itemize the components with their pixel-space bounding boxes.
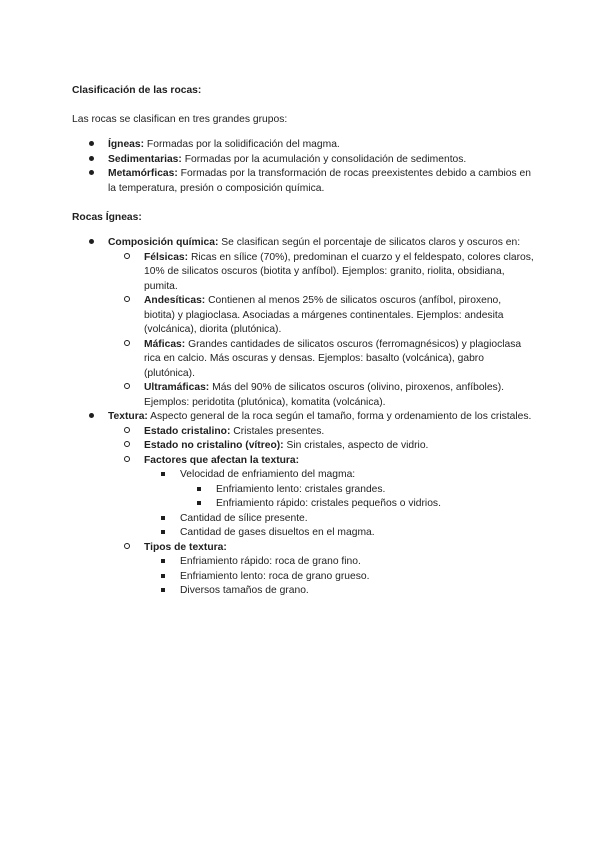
bullet-square-icon	[194, 497, 204, 512]
list-item	[144, 570, 534, 585]
item-term: Félsicas:	[144, 251, 189, 263]
item-text: Ricas en sílice (70%), predominan el cuarzo y el feldespato, colores claros, 10% de silicatos oscuros (biotita y anfíbol). Ejemplos: granito, riolita, obsidiana, pumita.	[144, 251, 534, 292]
composition-types-list	[108, 251, 534, 411]
list-item	[180, 483, 534, 498]
texture-list	[108, 425, 534, 599]
bullet-dot-icon	[86, 236, 96, 251]
section-heading: Rocas Ígneas:	[72, 211, 142, 223]
list-item	[108, 338, 534, 382]
bullet-dot-icon	[86, 138, 96, 153]
factors-list	[144, 468, 534, 541]
cooling-list	[180, 483, 534, 512]
item-term: Ultramáficas:	[144, 382, 210, 393]
list-item	[144, 584, 534, 599]
item-text: Sin cristales, aspecto de vidrio.	[283, 440, 429, 451]
list-item	[72, 153, 534, 168]
bullet-circle-icon	[122, 338, 132, 353]
list-item	[72, 138, 534, 153]
item-text: Cantidad de gases disueltos en el magma.	[180, 527, 375, 538]
item-text: Enfriamiento lento: roca de grano grueso.	[180, 570, 370, 582]
item-text: Cristales presentes.	[230, 425, 325, 437]
item-term: Textura:	[108, 411, 148, 422]
bullet-square-icon	[158, 526, 168, 541]
list-item	[144, 555, 534, 570]
item-term: Tipos de textura:	[144, 541, 227, 553]
bullet-square-icon	[158, 512, 168, 527]
bullet-circle-icon	[122, 541, 132, 556]
item-text: Contienen al menos 25% de silicatos oscuros (anfíbol, piroxeno, biotita) y plagioclasa. Asociadas a márgenes continentales. Ejemplos: andesita (volcánica), diorita (plutónica).	[144, 295, 504, 335]
bullet-circle-icon	[122, 439, 132, 454]
item-term: Estado cristalino:	[144, 425, 231, 437]
item-text: Velocidad de enfriamiento del magma:	[180, 469, 356, 480]
bullet-circle-icon	[122, 454, 132, 469]
item-text: Enfriamiento lento: cristales grandes.	[216, 483, 386, 495]
rock-groups-list	[72, 138, 534, 196]
item-text: Formadas por la acumulación y consolidación de sedimentos.	[181, 153, 467, 165]
list-item	[72, 167, 534, 196]
list-item	[108, 381, 534, 410]
item-text: Diversos tamaños de grano.	[180, 585, 309, 596]
list-item	[72, 410, 534, 599]
bullet-square-icon	[158, 570, 168, 585]
item-term: Metamórficas:	[108, 168, 178, 179]
item-term: Máficas:	[144, 338, 186, 350]
item-text: Se clasifican según el porcentaje de silicatos claros y oscuros en:	[218, 237, 521, 248]
bullet-circle-icon	[122, 425, 132, 440]
item-text: Enfriamiento rápido: cristales pequeños o vidrios.	[216, 498, 441, 509]
item-term: Estado no cristalino (vítreo):	[144, 440, 284, 451]
item-text: Enfriamiento rápido: roca de grano fino.	[180, 556, 361, 567]
igneous-list	[72, 236, 534, 599]
item-term: Ígneas:	[108, 139, 145, 150]
bullet-square-icon	[158, 584, 168, 599]
item-term: Sedimentarias:	[108, 153, 182, 165]
bullet-circle-icon	[122, 251, 132, 266]
item-text: Cantidad de sílice presente.	[180, 512, 308, 524]
list-item	[180, 497, 534, 512]
item-term: Andesíticas:	[144, 295, 206, 306]
item-text: Formadas por la solidificación del magma.	[144, 139, 340, 150]
texture-types-list	[144, 555, 534, 599]
item-text: Grandes cantidades de silicatos oscuros (ferromagnésicos) y plagioclasa rica en calcio. Más oscuras y densas. Ejemplos: basalto (volcánica), gabro (plutónica).	[144, 338, 522, 379]
list-item	[108, 251, 534, 295]
item-text: Aspecto general de la roca según el tamaño, forma y ordenamiento de los cristales.	[147, 411, 532, 422]
bullet-square-icon	[194, 483, 204, 498]
bullet-circle-icon	[122, 381, 132, 396]
list-item	[108, 294, 534, 338]
item-text: Más del 90% de silicatos oscuros (olivino, piroxenos, anfíboles). Ejemplos: peridotita (plutónica), komatita (volcánica).	[144, 382, 504, 408]
item-text: Formadas por la transformación de rocas preexistentes debido a cambios en la temperatura, presión o composición química.	[108, 168, 531, 194]
list-item	[144, 526, 534, 541]
list-item	[108, 541, 534, 599]
intro-paragraph: Las rocas se clasifican en tres grandes grupos:	[72, 114, 288, 125]
bullet-dot-icon	[86, 410, 96, 425]
document-page	[72, 84, 534, 599]
bullet-dot-icon	[86, 153, 96, 168]
list-item	[108, 454, 534, 541]
item-term: Factores que afectan la textura:	[144, 454, 300, 466]
item-term: Composición química:	[108, 237, 219, 248]
bullet-circle-icon	[122, 294, 132, 309]
bullet-square-icon	[158, 555, 168, 570]
bullet-square-icon	[158, 468, 168, 483]
list-item	[144, 512, 534, 527]
list-item	[108, 439, 534, 454]
page-title: Clasificación de las rocas:	[72, 85, 202, 96]
list-item	[108, 425, 534, 440]
list-item	[72, 236, 534, 410]
list-item	[144, 468, 534, 512]
bullet-dot-icon	[86, 167, 96, 182]
